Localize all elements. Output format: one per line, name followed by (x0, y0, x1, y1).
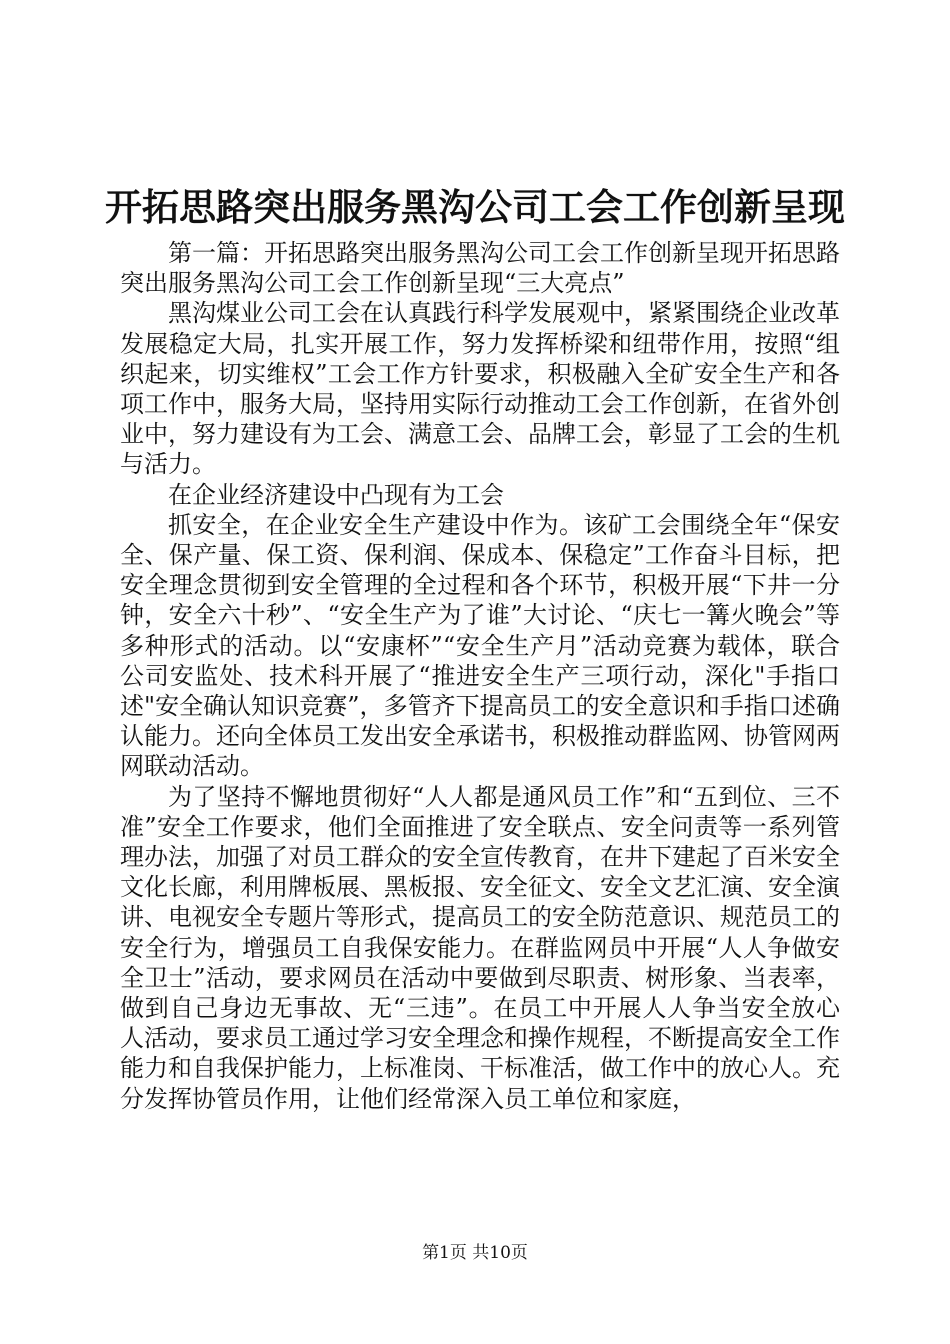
page-number-footer: 第1页 共10页 (422, 1243, 528, 1263)
paragraph: 黑沟煤业公司工会在认真践行科学发展观中，紧紧围绕企业改革发展稳定大局，扎实开展工作，努力发挥桥梁和纽带作用，按照“组织起来，切实维权”工会工作方针要求，积极融入全矿安全生产和各项工作中，服务大局，坚持用实际行动推动工会工作创新，在省外创业中，努力建设有为工会、满意工会、品牌工会，彰显了工会的生机与活力。 (120, 299, 840, 479)
section-heading: 在企业经济建设中凸现有为工会 (168, 480, 504, 509)
paragraph: 抓安全，在企业安全生产建设中作为。该矿工会围绕全年“保安全、保产量、保工资、保利润、保成本、保稳定”工作奋斗目标，把安全理念贯彻到安全管理的全过程和各个环节，积极开展“下井一分钟，安全六十秒”、“安全生产为了谁”大讨论、“庆七一篝火晚会”等多种形式的活动。以“安康杯”“安全生产月”活动竞赛为载体，联合公司安监处、技术科开展了“推进安全生产三项行动，深化"手指口述"安全确认知识竞赛”，多管齐下提高员工的安全意识和手指口述确认能力。还向全体员工发出安全承诺书，积极推动群监网、协管网两网联动活动。 (120, 510, 840, 781)
document-body (120, 238, 840, 1114)
paragraph: 为了坚持不懈地贯彻好“人人都是通风员工作”和“五到位、三不准”安全工作要求，他们全面推进了安全联点、安全问责等一系列管理办法，加强了对员工群众的安全宣传教育，在井下建起了百米安全文化长廊，利用牌板展、黑板报、安全征文、安全文艺汇演、安全演讲、电视安全专题片等形式，提高员工的安全防范意识、规范员工的安全行为，增强员工自我保安能力。在群监网员中开展“人人争做安全卫士”活动，要求网员在活动中要做到尽职责、树形象、当表率，做到自己身边无事故、无“三违”。在员工中开展人人争当安全放心人活动，要求员工通过学习安全理念和操作规程，不断提高安全工作能力和自我保护能力，上标准岗、干标准活，做工作中的放心人。充分发挥协管员作用，让他们经常深入员工单位和家庭， (120, 782, 840, 1113)
paragraph: 第一篇：开拓思路突出服务黑沟公司工会工作创新呈现开拓思路突出服务黑沟公司工会工作创新呈现“三大亮点” (120, 239, 840, 298)
document-title: 开拓思路突出服务黑沟公司工会工作创新呈现 (105, 185, 845, 229)
